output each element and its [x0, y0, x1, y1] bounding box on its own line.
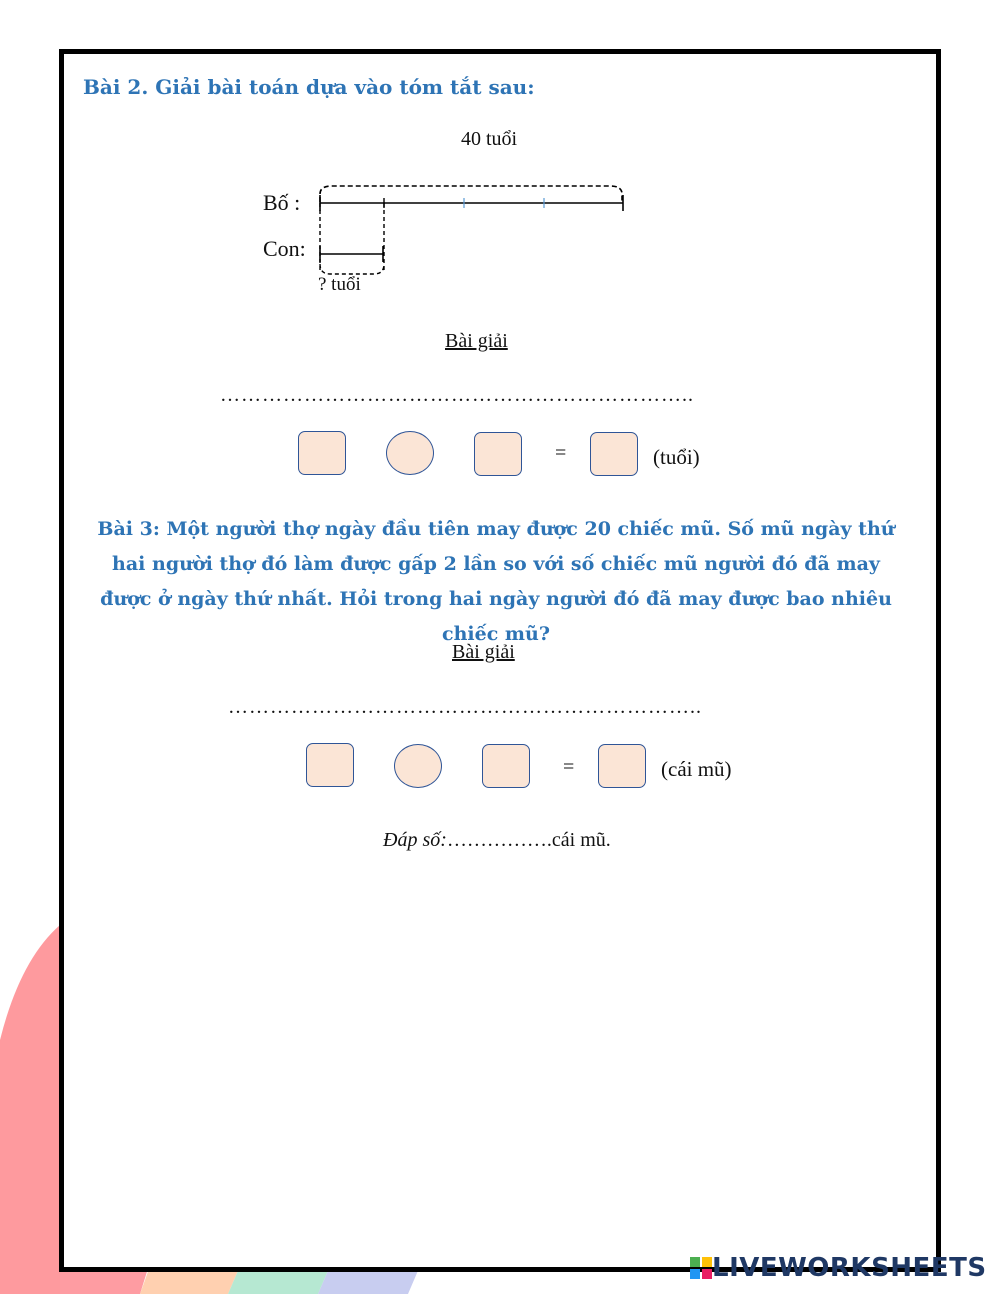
segment-diagram [300, 180, 640, 280]
ex3-number-box-1[interactable] [306, 743, 354, 787]
liveworksheets-brand-text: LIVEWORKSHEETS [712, 1253, 987, 1283]
question-age-label: ? tuổi [318, 274, 361, 295]
ex3-equals-sign: = [563, 756, 575, 778]
exercise-2-title: Bài 2. Giải bài toán dựa vào tóm tắt sau: [83, 75, 535, 99]
exercise-2-answer-line[interactable]: ………………………………………………………….. [220, 384, 694, 406]
final-answer-unit: cái mũ. [551, 829, 611, 851]
liveworksheets-logo[interactable] [690, 1253, 987, 1283]
child-label: Con: [263, 236, 306, 261]
ex2-number-box-1[interactable] [298, 431, 346, 475]
exercise-3-answer-line[interactable]: ………………………………………………………….. [228, 696, 702, 718]
ex3-number-box-2[interactable] [482, 744, 530, 788]
final-answer-line [383, 829, 611, 852]
ex2-equals-sign: = [555, 442, 567, 464]
ex2-result-box[interactable] [590, 432, 638, 476]
ex3-operator-circle[interactable] [394, 744, 442, 788]
exercise-3-solution-heading: Bài giải [452, 641, 515, 663]
ex2-operator-circle[interactable] [386, 431, 434, 475]
total-age-label: 40 tuổi [461, 128, 518, 150]
ex2-unit-label: (tuổi) [653, 445, 700, 469]
exercise-2-solution-heading: Bài giải [445, 330, 508, 352]
ex2-number-box-2[interactable] [474, 432, 522, 476]
final-answer-input[interactable]: ……………. [446, 829, 552, 851]
ex3-result-box[interactable] [598, 744, 646, 788]
exercise-3-problem: Bài 3: Một người thợ ngày đầu tiên may được 20 chiếc mũ. Số mũ ngày thứ hai người thợ đó làm được gấp 2 lần so với số chiếc mũ người đó đã may được ở ngày thứ nhất. Hỏi trong hai ngày người đó đã may được bao nhiêu chiếc mũ? [97, 518, 895, 645]
liveworksheets-logo-icon [690, 1257, 712, 1279]
ex3-unit-label: (cái mũ) [661, 757, 732, 781]
father-label: Bố : [263, 190, 301, 215]
final-answer-label: Đáp số: [383, 829, 447, 851]
